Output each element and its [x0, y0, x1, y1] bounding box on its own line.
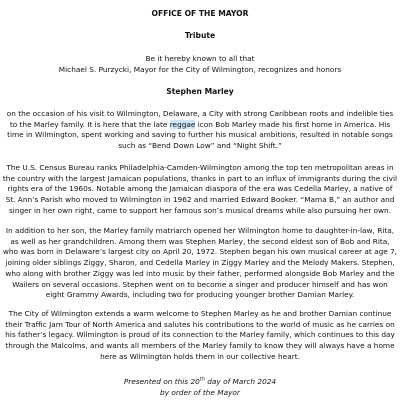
paragraph-2 [2, 163, 398, 217]
document-type: Tribute [184, 31, 216, 40]
intro-line-2: Michael S. Purzycki, Mayor for the City of Wilmington, recognizes and honors [58, 64, 342, 74]
paragraph-3-text: In addition to her son, the Marley family matriarch opened her Wilmington home to daughter-in-law, Rita, as well as her grandchildren. Among them was Stephen Marley, the second eldest son of Bob and Rita, who was born in Delaware’s largest city on April 20, 1972. Stephen began his own musical career at age 7, joining older siblings Ziggy, Sharon, and Cedella Marley in Ziggy Marley and the Melody Makers. Stephen, who along with brother Ziggy was led into music by their father, performed alongside Bob Marley and the Wailers on several occasions. Stephen went on to become a singer and producer himself and has won eight Grammy Awards, including two for producing younger brother Damian Marley. [2, 226, 398, 300]
paragraph-3 [2, 226, 398, 301]
office-title: OFFICE OF THE MAYOR [151, 9, 249, 18]
tribute-document [2, 0, 398, 400]
presented-ordinal: th [199, 376, 205, 383]
paragraph-4-text: The City of Wilmington extends a warm welcome to Stephen Marley as he and brother Damian continue their Traffic Jam Tour of North America and salutes his contributions to the world of music as he carries on his father’s legacy. Wilmington is proud of its connection to the Marley family, which continues to this day through the Malcolms, and wants all members of the Marley family to know they will always have a home here as Wilmington holds them in our collective heart. [5, 309, 395, 361]
honoree-name: Stephen Marley [166, 87, 234, 96]
presented-line [2, 377, 398, 398]
intro-line-1: Be it hereby known to all that [145, 54, 255, 63]
paragraph-1-before: on the occasion of his visit to Wilmington, Delaware, a City with strong Caribbean roots and indelible ties to the Marley family. It is here that the late [6, 109, 394, 129]
intro-block [2, 54, 398, 75]
presented-suffix: day of March 2024 [204, 377, 277, 386]
paragraph-1 [2, 109, 398, 152]
highlighted-word: reggae [169, 119, 196, 129]
paragraph-2-text: The U.S. Census Bureau ranks Philadelphia-Camden-Wilmington among the top ten metropolitan areas in the country with the largest Jamaican populations, thanks in part to an influx of immigrants during the civil rights era of the 1960s. Notable among the Jamaican diaspora of the era was Cedella Marley, a native of St. Ann’s Parish who moved to Wilmington in 1962 and married Edward Booker. “Mama B,” an author and singer in her own right, came to support her famous son’s musical dreams while also pursuing her own. [2, 163, 398, 215]
paragraph-1-after: icon Bob Marley made his first home in America. His time in Wilmington, spent working and saving to further his musical ambitions, resulted in notable songs such as “Bend Down Low” and “Night Shift.” [7, 119, 393, 151]
order-line: by order of the Mayor [160, 387, 240, 397]
presented-prefix: Presented on this 20 [123, 377, 200, 386]
paragraph-4 [2, 309, 398, 363]
